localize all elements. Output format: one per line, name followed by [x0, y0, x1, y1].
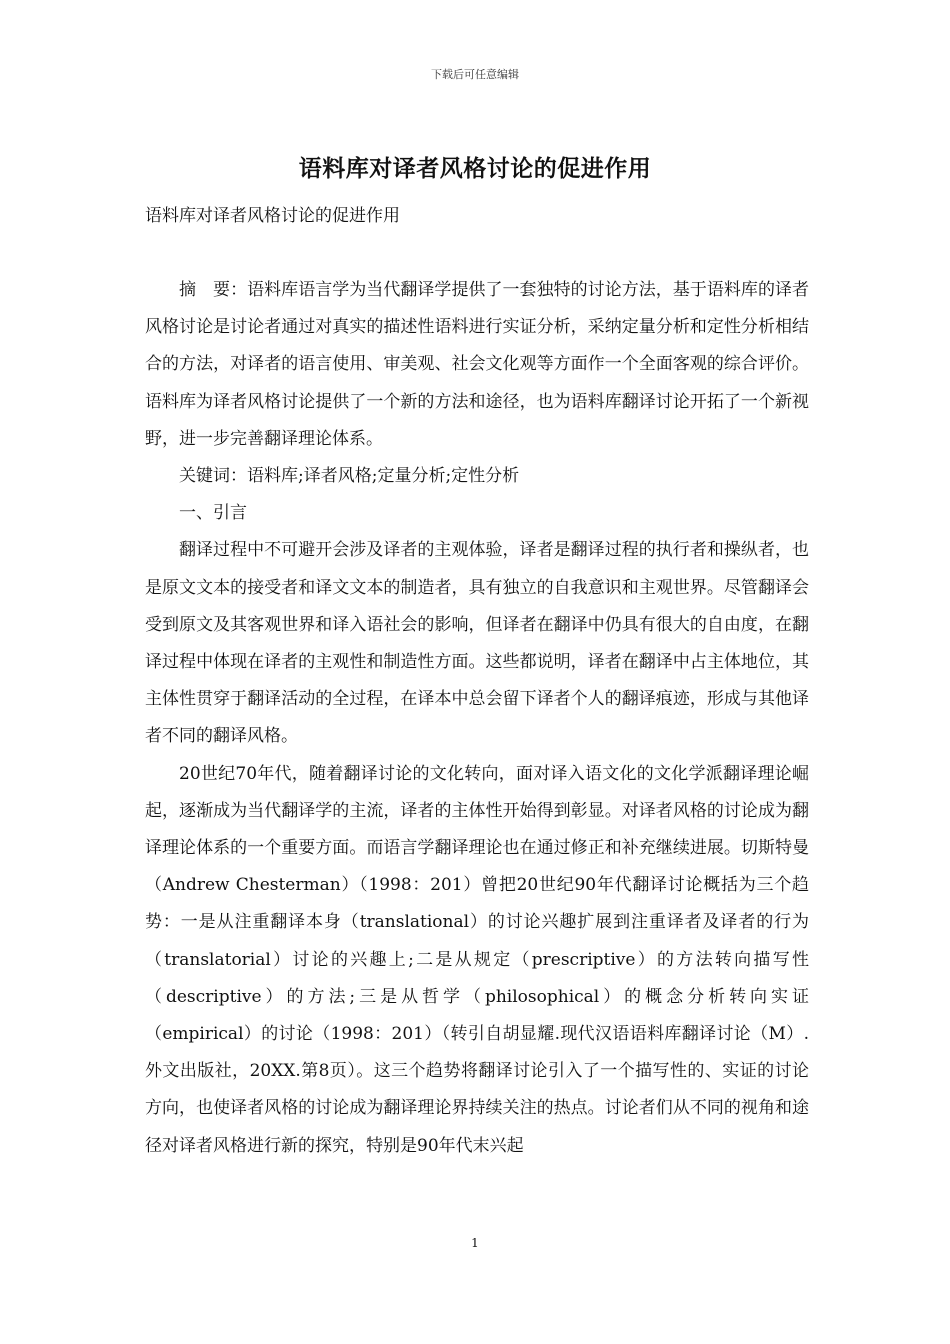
- body-paragraph-2: 20世纪70年代，随着翻译讨论的文化转向，面对译入语文化的文化学派翻译理论崛起，逐渐成为当代翻译学的主流，译者的主体性开始得到彰显。对译者风格的讨论成为翻译理论体系的一个重要方面。而语言学翻译理论也在通过修正和补充继续进展。切斯特曼（Andrew Chesterman）（1998：201）曾把20世纪90年代翻译讨论概括为三个趋势：一是从注重翻译本身（translational）的讨论兴趣扩展到注重译者及译者的行为（translatorial）讨论的兴趣上;二是从规定（prescriptive）的方法转向描写性（descriptive）的方法;三是从哲学（philosophical）的概念分析转向实证（empirical）的讨论（1998：201）（转引自胡显耀.现代汉语语料库翻译讨论（M）.外文出版社，20XX.第8页）。这三个趋势将翻译讨论引入了一个描写性的、实证的讨论方向，也使译者风格的讨论成为翻译理论界持续关注的热点。讨论者们从不同的视角和途径对译者风格进行新的探究，特别是90年代末兴起: [145, 763, 809, 1156]
- body-paragraph-1: 翻译过程中不可避开会涉及译者的主观体验，译者是翻译过程的执行者和操纵者，也是原文文本的接受者和译文文本的制造者，具有独立的自我意识和主观世界。尽管翻译会受到原文及其客观世界和译入语社会的影响，但译者在翻译中仍具有很大的自由度，在翻译过程中体现在译者的主观性和制造性方面。这些都说明，译者在翻译中占主体地位，其主体性贯穿于翻译活动的全过程，在译本中总会留下译者个人的翻译痕迹，形成与其他译者不同的翻译风格。: [145, 540, 809, 747]
- document-title: 语料库对译者风格讨论的促进作用: [298, 155, 652, 182]
- document-body: [145, 272, 809, 1165]
- keywords-line: 关键词：语料库;译者风格;定量分析;定性分析: [179, 466, 520, 487]
- abstract-paragraph: 摘 要：语料库语言学为当代翻译学提供了一套独特的讨论方法，基于语料库的译者风格讨论是讨论者通过对真实的描述性语料进行实证分析，采纳定量分析和定性分析相结合的方法，对译者的语言使用、审美观、社会文化观等方面作一个全面客观的综合评价。语料库为译者风格讨论提供了一个新的方法和途径，也为语料库翻译讨论开拓了一个新视野，进一步完善翻译理论体系。: [145, 280, 809, 449]
- section-heading: 一、引言: [179, 503, 247, 524]
- header-note: 下载后可任意编辑: [431, 68, 519, 81]
- document-subtitle: 语料库对译者风格讨论的促进作用: [145, 206, 400, 226]
- page-number: 1: [471, 1236, 479, 1250]
